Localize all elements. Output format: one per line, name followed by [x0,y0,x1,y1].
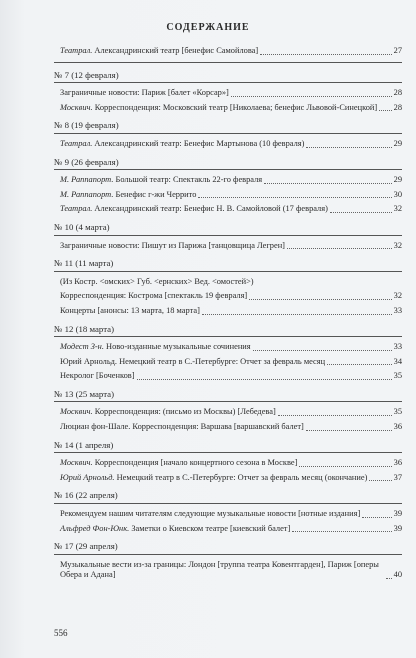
dot-leader [198,197,391,198]
toc-entry [54,422,402,433]
entry-title [60,277,402,288]
issue-heading: № 10 (4 марта) [54,222,402,236]
dot-leader [137,379,392,380]
entry-page: 33 [393,342,402,352]
entry-text: Александринский театр: Бенефис Н. В. Самойловой (17 февраля) [92,204,328,214]
entry-title [60,88,229,99]
toc-entry [54,357,402,368]
toc-entry [54,371,402,382]
entry-title [60,357,325,368]
dot-leader [249,299,391,300]
dot-leader [287,248,392,249]
dot-leader [260,54,391,55]
toc-entry [54,46,402,57]
toc-entry [54,204,402,215]
entry-text: Люциан фон-Шале. Корреспонденция: Варшава [варшавский балет] [60,422,304,432]
entry-author: Модест З-н. [60,342,104,352]
entry-text: Корреспонденция [начало концертного сезона в Москве] [92,458,298,468]
entry-page: 37 [393,472,402,482]
toc-entry [54,524,402,535]
dot-leader [231,96,392,97]
issue-heading: № 9 (26 февраля) [54,157,402,171]
entry-page: 27 [393,46,402,55]
toc-entry [54,291,402,302]
entry-page: 39 [393,523,402,533]
entry-text: Немецкий театр в С.-Петербурге: Отчет за февраль месяц (окончание) [114,472,368,482]
table-of-contents [54,46,402,585]
toc-entry [54,88,402,99]
entry-author: Москвич. [60,407,93,417]
entry-text: Корреспонденция: (письмо из Москвы) [Лебедева] [92,407,276,417]
toc-entry [54,190,402,201]
entry-text: Рекомендуем нашим читателям следующие музыкальные новости [нотные издания] [60,509,361,519]
dot-leader [292,531,391,532]
entry-page: 30 [393,189,402,199]
entry-page: 35 [393,407,402,417]
entry-text: Юрий Арнольд. Немецкий театр в С.-Петербурге: Отчет за февраль месяц [60,356,326,366]
entry-title [60,458,297,469]
entry-title [60,139,304,150]
entry-title [60,190,196,201]
entry-page: 36 [393,422,402,432]
divider [54,62,402,63]
entry-text: Музыкальные вести из-за границы: Лондон [труппа театра Ковентгарден], Париж [оперы Обера и Адана] [60,559,379,580]
entry-page: 34 [393,356,402,366]
entry-title [60,175,262,186]
dot-leader [330,212,392,213]
entry-author: Юрий Арнольд. [60,472,115,482]
entry-page: 28 [393,102,402,112]
issue-heading: № 8 (19 февраля) [54,120,402,134]
toc-entry [54,139,402,150]
entry-text: Большой театр: Спектакль 22-го февраля [113,175,263,185]
toc-entry [54,342,402,353]
dot-leader [386,578,392,579]
dot-leader [264,183,391,184]
entry-author: Москвич. [60,458,93,468]
dot-leader [327,364,392,365]
entry-text: Корреспонденция: Кострома [спектакль 19 февраля] [60,291,248,301]
issue-heading: № 16 (22 апреля) [54,490,402,504]
issue-heading: № 13 (25 марта) [54,389,402,403]
toc-entry [54,175,402,186]
entry-page: 29 [393,138,402,148]
entry-text: Заграничные новости: Париж [балет «Корсар»] [60,88,229,98]
entry-page: 35 [393,371,402,381]
dot-leader [278,415,392,416]
entry-page: 39 [393,509,402,519]
entry-text: (Из Костр. <омских> Губ. <ернских> Вед. <омостей>) [60,276,254,286]
issue-heading: № 11 (11 марта) [54,258,402,272]
entry-title [60,241,285,252]
entry-title [60,422,304,433]
dot-leader [306,430,392,431]
entry-title [60,560,384,581]
toc-entry [54,277,402,288]
entry-author: Театрал. [60,46,93,55]
entry-text: Заметки о Киевском театре [киевский балет] [129,523,291,533]
toc-entry [54,473,402,484]
dot-leader [306,147,391,148]
entry-author: Москвич. [60,102,93,112]
dot-leader [299,466,391,467]
toc-entry [54,458,402,469]
entry-text: Концерты [анонсы: 13 марта, 18 марта] [60,305,200,315]
entry-title [60,291,247,302]
entry-text: Бенефис г-жи Черрито [113,189,197,199]
dot-leader [362,517,391,518]
entry-page: 40 [393,570,402,580]
toc-entry [54,103,402,114]
page-title: СОДЕРЖАНИЕ [166,22,250,33]
entry-text: Александринский театр: Бенефис Мартынова (10 февраля) [92,138,305,148]
entry-title [60,524,290,535]
toc-entry [54,509,402,520]
dot-leader [379,110,391,111]
entry-author: М. Раппапорт. [60,175,114,185]
entry-title [60,204,328,215]
entry-text: Корреспонденция: Московский театр [Николаева; бенефис Львовой-Синецкой] [92,102,378,112]
dot-leader [253,350,392,351]
page-number: 556 [54,628,68,638]
entry-page: 36 [393,458,402,468]
entry-text: Александринский театр [бенефис Самойлова] [92,46,259,55]
entry-author: Театрал. [60,138,93,148]
entry-page: 33 [393,305,402,315]
entry-title [60,342,251,353]
toc-entry [54,241,402,252]
dot-leader [369,480,391,481]
entry-page: 28 [393,88,402,98]
entry-page: 32 [393,291,402,301]
entry-title [60,473,367,484]
entry-page: 32 [393,204,402,214]
toc-entry [54,407,402,418]
entry-title [60,306,200,317]
entry-title [60,46,258,57]
issue-heading: № 7 (12 февраля) [54,70,402,84]
issue-heading: № 12 (18 марта) [54,324,402,338]
entry-title [60,509,360,520]
entry-author: Альфред Фон-Юнк. [60,523,130,533]
entry-title [60,103,377,114]
entry-text: Некролог [Боченков] [60,371,135,381]
entry-author: М. Раппапорт. [60,189,114,199]
entry-page: 32 [393,240,402,250]
entry-title [60,407,276,418]
toc-entry [54,306,402,317]
entry-text: Заграничные новости: Пишут из Парижа [танцовщица Легрен] [60,240,285,250]
entry-page: 29 [393,175,402,185]
toc-entry [54,560,402,581]
entry-author: Театрал. [60,204,93,214]
entry-text: Ново-изданные музыкальные сочинения [103,342,251,352]
issue-heading: № 14 (1 апреля) [54,440,402,454]
dot-leader [202,314,392,315]
issue-heading: № 17 (29 апреля) [54,541,402,555]
entry-title [60,371,135,382]
